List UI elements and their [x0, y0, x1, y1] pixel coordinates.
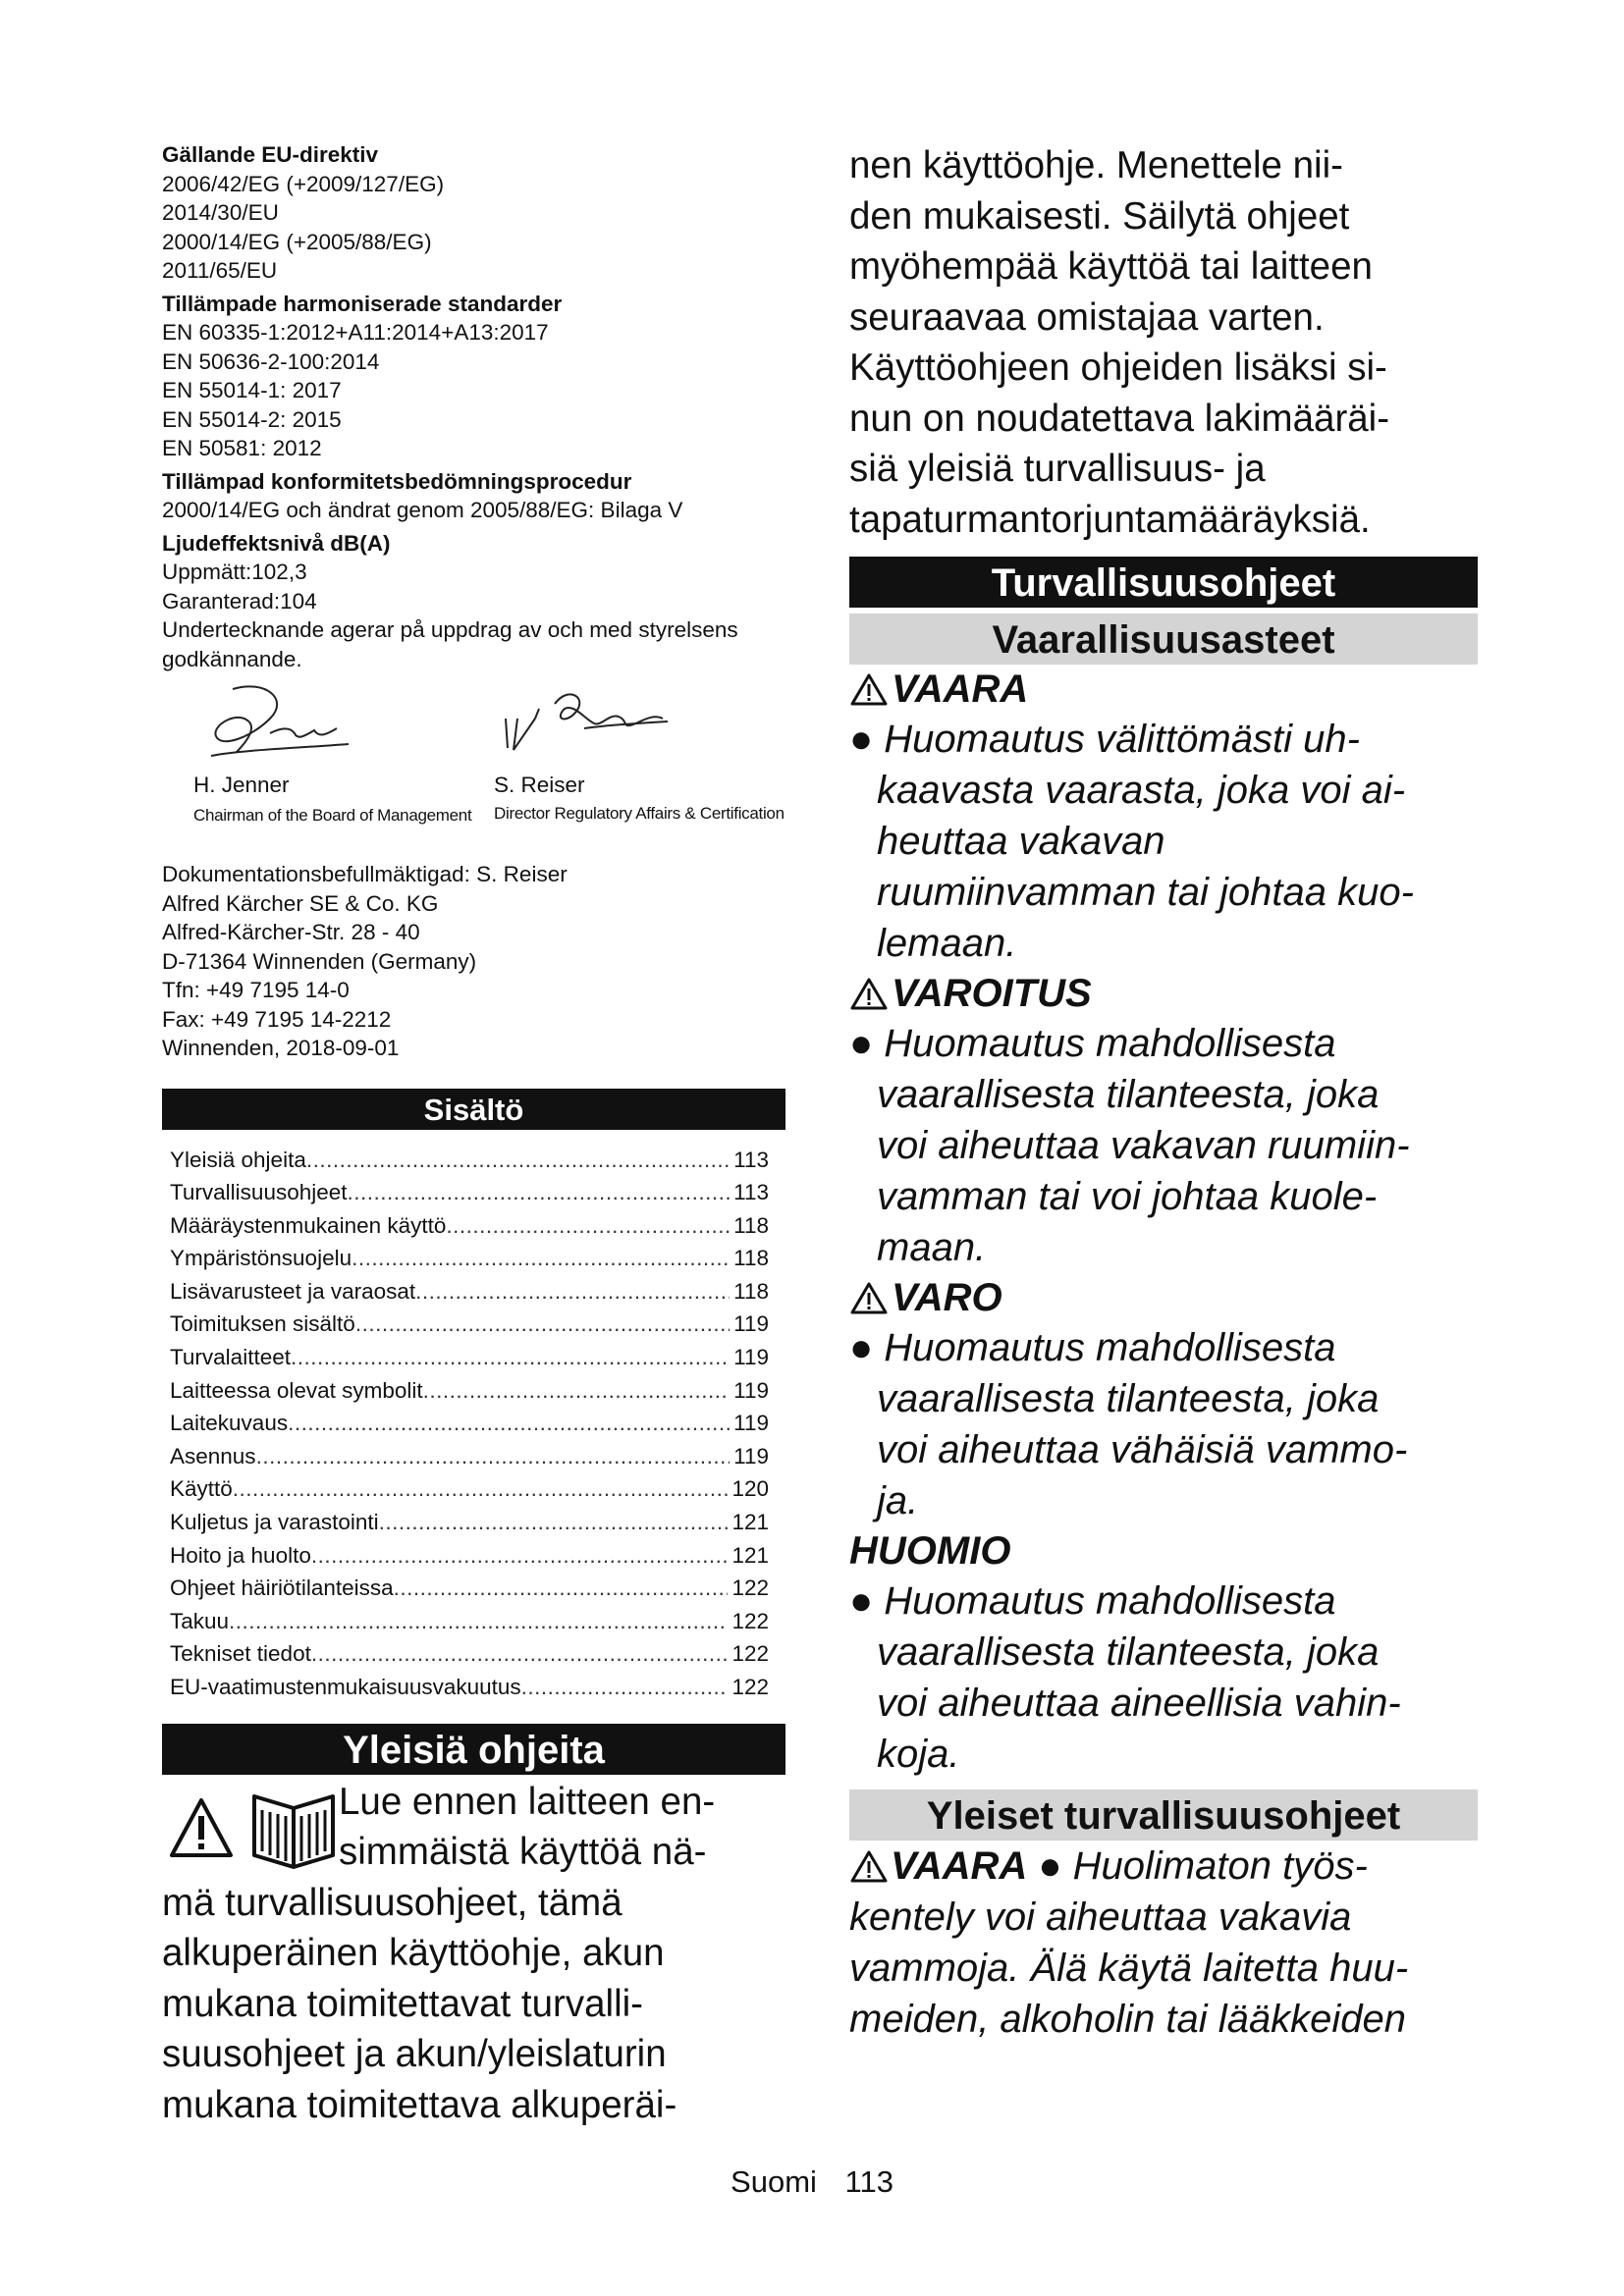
warning-triangle-icon — [849, 671, 889, 707]
toc-item-title: Tekniset tiedot — [170, 1641, 311, 1667]
general-safety-line: meiden, alkoholin tai lääkkeiden — [849, 1998, 1407, 2041]
toc-item-title: EU-vaatimustenmukaisuusvakuutus — [170, 1675, 521, 1699]
procedure-heading: Tillämpad konformitetsbedömningsprocedur — [162, 468, 632, 494]
signer2-name: S. Reiser — [494, 773, 585, 797]
hazard-levels — [849, 665, 1478, 1780]
hazard-level-label-text: VAROITUS — [892, 972, 1092, 1015]
toc-heading: Sisältö — [162, 1089, 785, 1130]
hazard-level-label — [849, 969, 1478, 1018]
hazard-level-line: ja. — [877, 1479, 919, 1522]
warning-and-manual-icon — [166, 1787, 338, 1875]
noise-guaranteed: Garanterad:104 — [162, 588, 317, 614]
toc-item-page: 113 — [733, 1147, 769, 1172]
directive-line: 2000/14/EG (+2005/88/EG) — [162, 229, 432, 254]
toc-item-page: 122 — [731, 1608, 769, 1633]
hazard-level-line: ● Huomautus mahdollisesta — [849, 1022, 1336, 1065]
hazard-level-line: koja. — [877, 1733, 960, 1776]
warning-triangle-icon — [849, 1848, 889, 1884]
toc-item-title: Takuu — [170, 1608, 230, 1633]
hazard-level — [849, 969, 1478, 1273]
directive-heading: Gällande EU-direktiv — [162, 142, 379, 167]
signer1-name: H. Jenner — [193, 773, 290, 797]
toc-item-title: Yleisiä ohjeita — [170, 1147, 306, 1172]
contact-line: Winnenden, 2018-09-01 — [162, 1036, 400, 1060]
general-intro — [162, 1777, 785, 2131]
right-column — [849, 140, 1478, 2045]
toc-item-title: Kuljetus ja varastointi — [170, 1510, 379, 1535]
hazard-level-line: ● Huomautus mahdollisesta — [849, 1326, 1336, 1369]
signature-block — [162, 679, 785, 846]
toc-leader-dots — [352, 1242, 730, 1275]
toc-leader-dots — [311, 1539, 729, 1573]
hazard-level-line: voi aiheuttaa vähäisiä vammo- — [877, 1428, 1408, 1471]
continued-line: tapaturmantorjuntamääräyksiä. — [849, 498, 1371, 541]
hazard-level-line: ruumiinvamman tai johtaa kuo- — [877, 871, 1414, 914]
toc-item-page: 118 — [733, 1212, 769, 1238]
general-safety-line: kentely voi aiheuttaa vakavia — [849, 1896, 1352, 1939]
hazard-level-label-text: VAARA — [892, 667, 1029, 711]
continued-line: nun on noudatettava lakimääräi- — [849, 397, 1390, 440]
standard-line: EN 55014-1: 2017 — [162, 378, 342, 402]
toc-leader-dots — [306, 1144, 730, 1177]
toc-item-page: 122 — [731, 1641, 769, 1667]
toc-leader-dots — [394, 1572, 729, 1605]
levels-heading: Vaarallisuusasteet — [849, 614, 1478, 665]
toc-item-page: 122 — [731, 1575, 769, 1601]
directive-line: 2011/65/EU — [162, 258, 278, 283]
hazard-level-line: vaarallisesta tilanteesta, joka — [877, 1073, 1380, 1116]
contact-line: Alfred Kärcher SE & Co. KG — [162, 890, 439, 916]
noise-measured: Uppmätt:102,3 — [162, 560, 307, 584]
standard-line: EN 50581: 2012 — [162, 436, 322, 460]
hazard-level-line: ● Huomautus mahdollisesta — [849, 1579, 1336, 1623]
hazard-level-line: voi aiheuttaa vakavan ruumiin- — [877, 1124, 1410, 1167]
toc-item[interactable] — [170, 1440, 769, 1473]
toc-item[interactable] — [170, 1506, 769, 1539]
toc-item[interactable] — [170, 1308, 769, 1341]
toc-item-title: Ympäristönsuojelu — [170, 1246, 352, 1271]
hazard-level-line: vaarallisesta tilanteesta, joka — [877, 1377, 1380, 1420]
directive-line: 2014/30/EU — [162, 200, 279, 225]
toc-item-title: Hoito ja huolto — [170, 1542, 311, 1568]
contact-line: D-71364 Winnenden (Germany) — [162, 948, 477, 974]
toc-item-title: Turvalaitteet — [170, 1345, 291, 1370]
toc-leader-dots — [423, 1374, 730, 1408]
continued-line: seuraavaa omistajaa varten. — [849, 295, 1325, 339]
intro-line: mukana toimitettava alkuperäi- — [162, 2083, 677, 2126]
toc-item-title: Ohjeet häiriötilanteissa — [170, 1575, 394, 1601]
toc-item[interactable] — [170, 1144, 769, 1177]
hazard-level-line: kaavasta vaarasta, joka voi ai- — [877, 769, 1406, 812]
toc-item-title: Lisävarusteet ja varaosat — [170, 1278, 416, 1304]
standard-line: EN 55014-2: 2015 — [162, 406, 342, 432]
continued-line: Käyttöohjeen ohjeiden lisäksi si- — [849, 347, 1387, 389]
toc-item-page: 119 — [733, 1411, 769, 1436]
footer-page-number: 113 — [844, 2164, 893, 2199]
toc-item-title: Määräystenmukainen käyttö — [170, 1212, 447, 1238]
toc-item[interactable] — [170, 1275, 769, 1308]
standards-heading: Tillämpade harmoniserade standarder — [162, 291, 563, 316]
signer2-title: Director Regulatory Affairs & Certification — [494, 804, 785, 823]
toc-item-title: Laitteessa olevat symbolit — [170, 1377, 423, 1403]
footer-language: Suomi — [731, 2164, 817, 2199]
toc-item[interactable] — [170, 1242, 769, 1275]
toc-item-title: Käyttö — [170, 1476, 233, 1502]
toc-item[interactable] — [170, 1407, 769, 1440]
hazard-level-line: lemaan. — [877, 922, 1017, 965]
toc-item[interactable] — [170, 1637, 769, 1671]
contact-line: Dokumentationsbefullmäktigad: S. Reiser — [162, 862, 568, 886]
continued-line: nen käyttöohje. Menettele nii- — [849, 144, 1343, 187]
hazard-level-label — [849, 665, 1478, 714]
toc-leader-dots — [348, 1176, 731, 1209]
toc-leader-dots — [233, 1472, 729, 1506]
toc-item[interactable] — [170, 1472, 769, 1506]
toc-item-page: 118 — [733, 1246, 769, 1271]
intro-line: suusohjeet ja akun/yleislaturin — [162, 2033, 667, 2076]
toc-item-page: 121 — [731, 1542, 769, 1568]
warning-triangle-icon — [849, 976, 889, 1011]
hazard-level-line: heuttaa vakavan — [877, 820, 1165, 863]
hazard-level-line: voi aiheuttaa aineellisia vahin- — [877, 1682, 1401, 1725]
toc-item-page: 120 — [731, 1476, 769, 1502]
signature-reiser — [496, 679, 682, 768]
general-continued — [849, 140, 1478, 545]
toc-item-page: 113 — [733, 1180, 769, 1205]
intro-line: simmäistä käyttöä nä- — [339, 1831, 707, 1874]
toc-item-title: Asennus — [170, 1443, 256, 1468]
toc-item-page: 119 — [733, 1443, 769, 1468]
toc-item[interactable] — [170, 1341, 769, 1374]
procedure-line: 2000/14/EG och ändrat genom 2005/88/EG: Bilaga V — [162, 498, 683, 522]
standard-line: EN 50636-2-100:2014 — [162, 348, 380, 374]
continued-line: myöhempää käyttöä tai laitteen — [849, 245, 1373, 288]
intro-line: Lue ennen laitteen en- — [339, 1780, 716, 1823]
hazard-level — [849, 1273, 1478, 1526]
toc-leader-dots — [355, 1308, 730, 1341]
general-safety-first: ● Huolimaton työs- — [1027, 1844, 1368, 1888]
contact-line: Tfn: +49 7195 14-0 — [162, 978, 350, 1002]
toc-leader-dots — [446, 1209, 730, 1243]
toc-item[interactable] — [170, 1209, 769, 1243]
hazard-level — [849, 1526, 1478, 1780]
safety-heading: Turvallisuusohjeet — [849, 557, 1478, 608]
warning-triangle-icon — [849, 1280, 889, 1315]
hazard-level — [849, 665, 1478, 969]
hazard-level-label-text: VARO — [892, 1276, 1002, 1319]
toc-item-title: Toimituksen sisältö — [170, 1311, 355, 1337]
toc-leader-dots — [229, 1605, 728, 1638]
toc-item-page: 121 — [731, 1510, 769, 1535]
intro-line: mä turvallisuusohjeet, tämä — [162, 1881, 623, 1924]
hazard-level-line: ● Huomautus välittömästi uh- — [849, 718, 1360, 761]
hazard-level-label — [849, 1526, 1478, 1575]
standard-line: EN 60335-1:2012+A11:2014+A13:2017 — [162, 320, 549, 345]
hazard-level-line: vamman tai voi johtaa kuole- — [877, 1175, 1378, 1218]
contact-line: Fax: +49 7195 14-2212 — [162, 1006, 392, 1032]
toc-item[interactable] — [170, 1572, 769, 1605]
toc-item-page: 119 — [733, 1377, 769, 1403]
general-safety-label: VAARA — [891, 1844, 1028, 1888]
directive-line: 2006/42/EG (+2009/127/EG) — [162, 171, 445, 196]
page-footer — [0, 2164, 1624, 2200]
toc-item[interactable] — [170, 1176, 769, 1209]
toc-leader-dots — [311, 1637, 729, 1671]
general-safety-heading: Yleiset turvallisuusohjeet — [849, 1789, 1478, 1841]
signing-note: Undertecknande agerar på uppdrag av och med styrelsens godkännande. — [162, 617, 738, 671]
toc-leader-dots — [256, 1440, 731, 1473]
toc-item[interactable] — [170, 1605, 769, 1638]
continued-line: siä yleisiä turvallisuus- ja — [849, 448, 1266, 490]
signer1-title: Chairman of the Board of Management — [193, 806, 472, 825]
left-column — [162, 140, 785, 2130]
general-safety-text — [849, 1841, 1478, 2045]
contact-block — [162, 860, 785, 1063]
hazard-level-label-text: HUOMIO — [849, 1529, 1011, 1573]
toc-item-page: 122 — [731, 1675, 769, 1699]
toc-leader-dots — [379, 1506, 729, 1539]
intro-line: alkuperäinen käyttöohje, akun — [162, 1932, 665, 1975]
toc-item[interactable] — [170, 1374, 769, 1408]
toc-list — [162, 1144, 785, 1704]
toc-item-title: Turvallisuusohjeet — [170, 1180, 348, 1205]
toc-item-page: 119 — [733, 1345, 769, 1370]
toc-item-page: 119 — [733, 1311, 769, 1337]
hazard-level-line: vaarallisesta tilanteesta, joka — [877, 1630, 1380, 1674]
toc-leader-dots — [291, 1341, 730, 1374]
toc-item[interactable] — [170, 1539, 769, 1573]
declaration-block — [162, 140, 785, 673]
hazard-level-line: maan. — [877, 1226, 987, 1269]
signature-jenner — [182, 679, 368, 768]
toc-leader-dots — [288, 1407, 730, 1440]
toc-leader-dots — [521, 1671, 729, 1704]
toc-item-title: Laitekuvaus — [170, 1411, 289, 1436]
general-safety-first-line — [849, 1841, 1478, 1892]
continued-line: den mukaisesti. Säilytä ohjeet — [849, 194, 1350, 238]
intro-line: mukana toimitettavat turvalli- — [162, 1982, 643, 2025]
hazard-level-label — [849, 1273, 1478, 1322]
toc-item[interactable] — [170, 1671, 769, 1704]
general-safety-line: vammoja. Älä käytä laitetta huu- — [849, 1947, 1409, 1990]
toc-leader-dots — [415, 1275, 730, 1308]
toc-item-page: 118 — [733, 1278, 769, 1304]
noise-heading: Ljudeffektsnivå dB(A) — [162, 530, 391, 556]
contact-line: Alfred-Kärcher-Str. 28 - 40 — [162, 920, 420, 944]
general-heading: Yleisiä ohjeita — [162, 1724, 785, 1775]
